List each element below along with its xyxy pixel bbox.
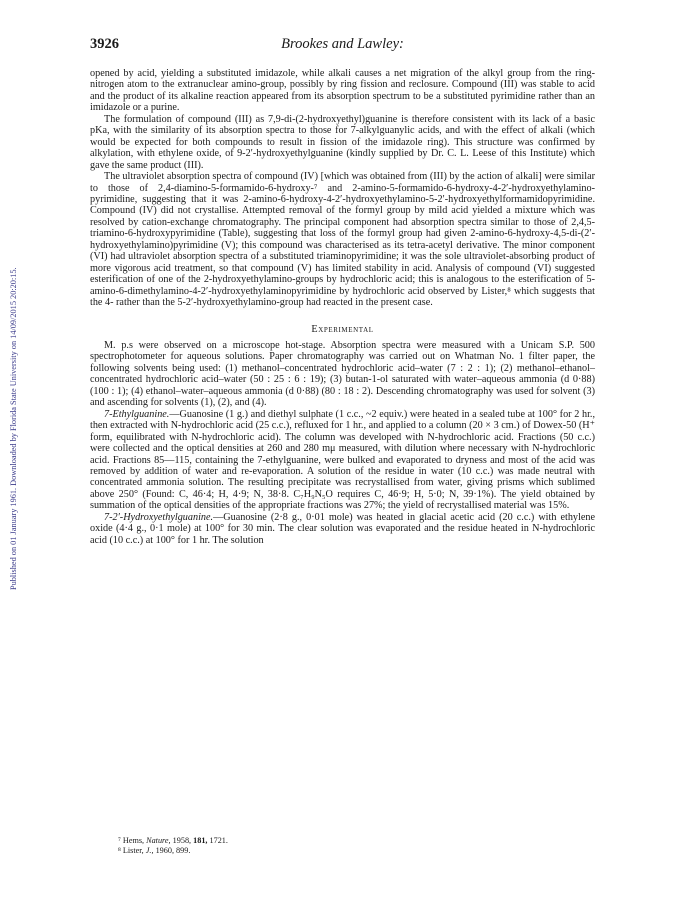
compound-title: 7-2′-Hydroxyethylguanine. xyxy=(104,511,214,523)
procedure-text: —Guanosine (1 g.) and diethyl sulphate (1 c.c., ~2 equiv.) were heated in a sealed tube at 100° for 2 hr., then extracted with N-hydrochloric acid (25 c.c.), refluxed for 1 hr., and applied to a column (20 × 3 cm.) of Dowex-50 (H⁺ form, equilibrated with N-hydrochloric acid). The column was developed with N-hydrochloric acid. Fractions (50 c.c.) were collected and the optical densities at 260 and 280 mμ measured, with dilution where necessary with N-hydrochloric acid. Fractions 85—115, containing the 7-ethylguanine, were bulked and evaporated to dryness and most of the acid was removed by addition of water and re-evaporation. A solution of the residue in water (10 c.c.) was made neutral with concentrated ammonia solution. The resulting precipitate was recrystallised from water, giving prisms which sublimed above 250° (Found: C, 46·4; H, 4·9; N, 38·8. C₇H₉N₅O requires C, 46·9; H, 5·0; N, 39·1%). The yield obtained by summation of the optical densities of the appropriate fractions was 27%; the yield of recrystallised material was 15%. xyxy=(90,408,595,512)
paragraph: The formulation of compound (III) as 7,9-di-(2-hydroxyethyl)guanine is therefore consistent with its lack of a basic pKa, with the similarity of its absorption spectra to those for 7-alkylguanylic acids, and with the effect of alkali (which would be expected for both compounds to result in fission of the imidazole ring). This structure was confirmed by alkylation, with ethylene oxide, of 9-2′-hydroxyethylguanine (kindly supplied by Dr. C. L. Leese of this Institute) which gave the same product (III). xyxy=(90,113,595,171)
experimental-intro: M. p.s were observed on a microscope hot-stage. Absorption spectra were measured with a Unicam S.P. 500 spectrophotometer for aqueous solutions. Paper chromatography was carried out on Whatman No. 1 filter paper, the following solvents being used: (1) methanol–concentrated hydrochloric acid–water (7 : 2 : 1); (2) methanol–ethanol–concentrated hydrochloric acid–water (50 : 25 : 6 : 19); (3) butan-1-ol saturated with water–aqueous ammonia (d 0·88) (100 : 1); (4) ethanol–water–aqueous ammonia (d 0·88) (80 : 18 : 2). Descending chromatography was used for solvent (3) and ascending for solvents (1), (2), and (4). xyxy=(90,339,595,409)
footnote-author: Lister, xyxy=(122,846,144,855)
footnote-year: 1958, xyxy=(172,836,192,845)
footnote-mark: ⁷ xyxy=(118,836,121,845)
running-title: Brookes and Lawley: xyxy=(281,36,404,52)
footnote-mark: ⁸ xyxy=(118,846,121,855)
footnote-reference: 1960, 899. xyxy=(155,846,191,855)
procedure-text: —Guanosine (2·8 g., 0·01 mole) was heated in glacial acetic acid (20 c.c.) with ethylene oxide (4·4 g., 0·1 mole) at 100° for 30 min. The clear solution was evaporated and the residue heated in N-hydrochloric acid (10 c.c.) at 100° for 1 hr. The solution xyxy=(90,511,595,546)
provenance-text: Published on 01 January 1961. Downloaded by Florida State University on 14/09/2015 20:20:15. xyxy=(9,267,18,590)
section-heading-experimental xyxy=(90,324,595,335)
download-provenance-note xyxy=(6,120,22,590)
footnote-volume: 181, xyxy=(193,836,208,845)
footnote-8 xyxy=(118,846,588,856)
footnote-journal: J., xyxy=(145,846,154,855)
page-number: 3926 xyxy=(90,36,119,52)
footnotes xyxy=(118,836,588,856)
section-heading-text: Experimental xyxy=(311,323,374,335)
page-header xyxy=(90,36,595,56)
compound-title: 7-Ethylguanine. xyxy=(104,408,170,420)
procedure-ethylguanine xyxy=(90,409,595,512)
footnote-author: Hems, xyxy=(122,836,145,845)
paragraph: opened by acid, yielding a substituted imidazole, while alkali causes a net migration of the alkyl group from the ring-nitrogen atom to the extranuclear amino-group, possibly by ring fission and reclosure. Compound (III) was stable to acid and the product of its alkaline reaction appeared from its absorption spectrum to be a substituted pyrimidine rather than an imidazole or a purine. xyxy=(90,68,595,114)
footnote-journal: Nature, xyxy=(146,836,171,845)
procedure-hydroxyethylguanine xyxy=(90,512,595,546)
footnote-page: 1721. xyxy=(209,836,228,845)
paragraph: The ultraviolet absorption spectra of compound (IV) [which was obtained from (III) by the action of alkali] were similar to those of 2,4-diamino-5-formamido-6-hydroxy-⁷ and 2-amino-5-formamido-6-hydroxy-4-2′-hydroxyethylamino-pyrimidine, suggesting that it was 2-amino-6-hydroxy-4-2′-hydroxyethylamino-5-2′-hydroxyethylformamidopyrimidine. Compound (IV) did not crystallise. Attempted removal of the formyl group by mild acid yielded a mixture which was resolved by cation-exchange chromatography. The principal component had absorption spectra similar to those of 2,4,5-triamino-6-hydroxypyrimidine (Table), suggesting that loss of the formyl group had given 2-amino-6-hydroxy-4,5-di-(2′-hydroxyethylamino)pyrimidine (V); this compound was characterised as its tetra-acetyl derivative. The minor component (VI) had ultraviolet absorption spectra of a substituted triaminopyrimidine; it was the sole ultraviolet-absorbing product of more vigorous acid treatment, so that compound (V) has limited stability in acid. Analysis of compound (VI) suggested esterification of one of the 2-hydroxyethylamino-groups by hydrochloric acid; this is analogous to the esterification of 5-amino-6-dimethylamino-4-2′-hydroxyethylaminopyrimidine by hydrochloric acid observed by Lister,⁸ which suggests that the 4- rather than the 5-2′-hydroxyethylamino-group had reacted in the present case. xyxy=(90,171,595,309)
footnote-7 xyxy=(118,836,588,846)
article-body xyxy=(90,68,595,546)
